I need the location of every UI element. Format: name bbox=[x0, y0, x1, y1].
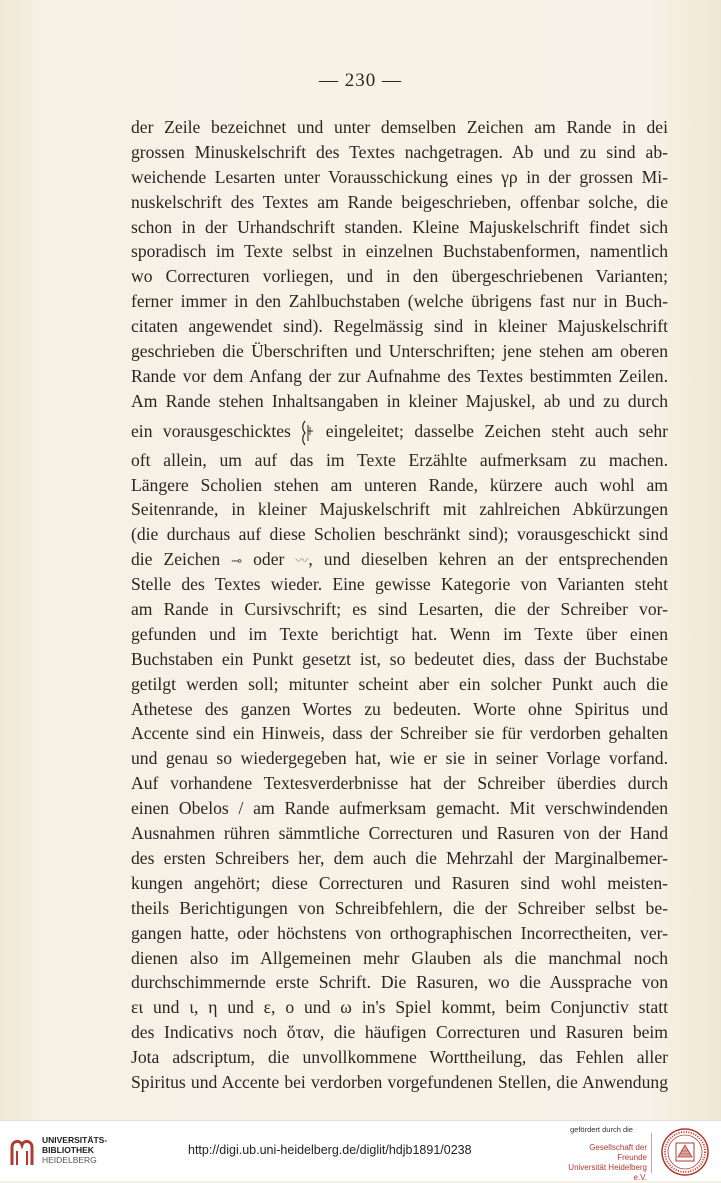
text-line: des ersten Schreibers her, dem auch die Mehrzahl der Marginalbemer- bbox=[131, 847, 668, 868]
text-line: gangen hatte, oder höchstens von orthographischen Incorrectheiten, ver- bbox=[131, 922, 668, 943]
text-line: nuskelschrift des Textes am Rande beigeschrieben, offenbar solche, die bbox=[131, 191, 668, 212]
marginal-sign-icon bbox=[301, 419, 315, 447]
text-line: Buchstaben ein Punkt gesetzt ist, so bedeutet dies, dass der Buchstabe bbox=[131, 648, 668, 669]
text-line: oft allein, um auf das im Texte Erzählte aufmerksam zu machen. bbox=[131, 449, 668, 470]
permalink-url[interactable]: http://digi.ub.uni-heidelberg.de/diglit/hdjb1891/0238 bbox=[188, 1143, 472, 1157]
text-line: ει und ι, η und ε, ο und ω in's Spiel kommt, beim Conjunctiv statt bbox=[131, 997, 668, 1018]
sponsor-label: gefördert durch die bbox=[570, 1125, 633, 1134]
text-line: Stelle des Textes wieder. Eine gewisse Kategorie von Varianten steht bbox=[131, 574, 668, 595]
scholion-sign-1: ⊸ bbox=[231, 553, 243, 569]
text-fragment: die Zeichen bbox=[131, 549, 221, 570]
library-logo-icon bbox=[8, 1137, 36, 1167]
university-seal-icon bbox=[660, 1127, 710, 1177]
library-name: UNIVERSITÄTS- BIBLIOTHEK HEIDELBERG bbox=[42, 1135, 108, 1165]
text-line-with-symbols bbox=[131, 547, 668, 572]
text-line: theils Berichtigungen von Schreibfehlern, die der Schreiber selbst be- bbox=[131, 897, 668, 918]
text-line: gefunden und im Texte berichtigt hat. Wenn im Texte über einen bbox=[131, 623, 668, 644]
scholion-sign-2: 〰 bbox=[295, 553, 309, 569]
text-line: der Zeile bezeichnet und unter demselben Zeichen am Rande in dei bbox=[131, 117, 668, 137]
text-line: Spiritus und Accente bei verdorben vorgefundenen Stellen, die Anwendung bbox=[131, 1071, 668, 1092]
footer-divider bbox=[651, 1133, 652, 1173]
text-line: Längere Scholien stehen am unteren Rande, kürzere auch wohl am bbox=[131, 474, 668, 495]
page-number: — 230 — bbox=[319, 70, 402, 91]
text-line: Seitenrande, in kleiner Majuskelschrift mit zahlreichen Abkürzungen bbox=[131, 499, 668, 520]
text-fragment: , und dieselben kehren an der entsprechenden bbox=[308, 549, 668, 570]
sponsor-name: Gesellschaft der Freunde Universität Heidelberg e.V. bbox=[568, 1143, 647, 1182]
text-line: des Indicativs noch ὅταν, die häufigen Correcturen und Rasuren beim bbox=[131, 1022, 668, 1043]
text-fragment: eingeleitet; dasselbe Zeichen steht auch sehr bbox=[325, 420, 668, 441]
text-line: Athetese des ganzen Wortes zu bedeuten. Worte ohne Spiritus und bbox=[131, 698, 668, 719]
body-text bbox=[131, 115, 668, 1095]
text-line: ferner immer in den Zahlbuchstaben (welche übrigens fast nur in Buch- bbox=[131, 291, 668, 312]
text-line: (die durchaus auf diese Scholien beschränkt sind); vorausgeschickt sind bbox=[131, 524, 668, 545]
text-line: weichende Lesarten unter Vorausschickung eines γρ in der grossen Mi- bbox=[131, 166, 668, 187]
text-line: wo Correcturen vorliegen, und in den übergeschriebenen Varianten; bbox=[131, 266, 668, 287]
text-fragment: oder bbox=[253, 549, 285, 570]
text-line: grossen Minuskelschrift des Textes nachgetragen. Ab und zu sind ab- bbox=[131, 141, 668, 162]
text-line: und genau so wiedergegeben hat, wie er sie in seiner Vorlage vorfand. bbox=[131, 748, 668, 769]
text-line: Am Rande stehen Inhaltsangaben in kleiner Majuskel, ab und zu durch bbox=[131, 390, 668, 411]
text-line: Ausnahmen rühren sämmtliche Correcturen und Rasuren von der Hand bbox=[131, 823, 668, 844]
text-line: geschrieben die Überschriften und Unterschriften; jene stehen am oberen bbox=[131, 341, 668, 362]
text-line: Rande vor dem Anfang der zur Aufnahme des Textes bestimmten Zeilen. bbox=[131, 365, 668, 386]
text-line: durchschimmernde erste Schrift. Die Rasuren, wo die Aussprache von bbox=[131, 972, 668, 993]
text-line: kungen angehört; diese Correcturen und Rasuren sind wohl meisten- bbox=[131, 872, 668, 893]
text-line: sporadisch im Texte selbst in einzelnen Buchstabenformen, namentlich bbox=[131, 241, 668, 262]
text-line: citaten angewendet sind). Regelmässig sind in kleiner Majuskelschrift bbox=[131, 316, 668, 337]
text-line: Jota adscriptum, die unvollkommene Worttheilung, das Fehlen aller bbox=[131, 1047, 668, 1068]
text-line: dienen also im Allgemeinen mehr Glauben als die manchmal noch bbox=[131, 947, 668, 968]
text-line: getilgt werden soll; mitunter scheint aber ein solcher Punkt auch die bbox=[131, 673, 668, 694]
text-line: Auf vorhandene Textesverderbnisse hat der Schreiber überdies durch bbox=[131, 773, 668, 794]
text-line: schon in der Urhandschrift standen. Kleine Majuskelschrift findet sich bbox=[131, 216, 668, 237]
text-line: einen Obelos / am Rande aufmerksam gemacht. Mit verschwindenden bbox=[131, 798, 668, 819]
text-line: Accente sind ein Hinweis, dass der Schreiber sie für verdorben gehalten bbox=[131, 723, 668, 744]
text-line: am Rande in Cursivschrift; es sind Lesarten, die der Schreiber vor- bbox=[131, 599, 668, 620]
text-line-with-symbol bbox=[131, 414, 668, 448]
footer-bar bbox=[0, 1120, 721, 1181]
text-fragment: ein vorausgeschicktes bbox=[131, 420, 291, 441]
